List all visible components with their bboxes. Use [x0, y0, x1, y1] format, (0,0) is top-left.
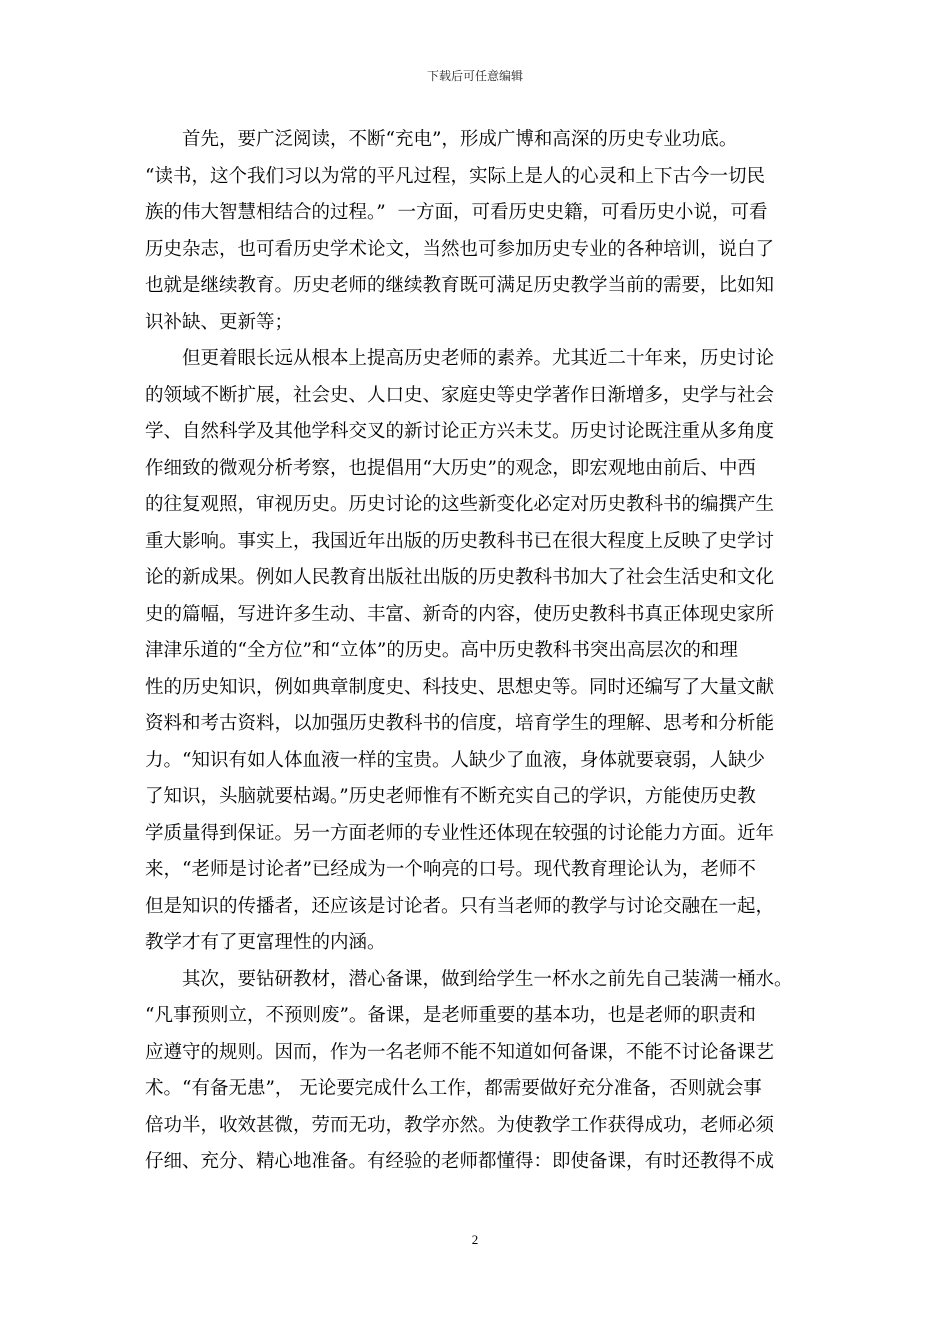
text-line: 的领域不断扩展，社会史、人口史、家庭史等史学著作日渐增多，史学与社会: [145, 384, 775, 406]
text-line: 首先，要广泛阅读，不断“充电”，形成广博和高深的历史专业功底。: [145, 129, 738, 150]
text-line: 但是知识的传播者，还应该是讨论者。只有当老师的教学与讨论交融在一起，: [145, 895, 775, 917]
text-line: 学质量得到保证。另一方面老师的专业性还体现在较强的讨论能力方面。近年: [145, 822, 775, 844]
text-line: “读书，这个我们习以为常的平凡过程，实际上是人的心灵和上下古今一切民: [145, 165, 765, 187]
page-header: 下载后可任意编辑: [426, 69, 523, 83]
text-line: 识补缺、更新等；: [145, 311, 294, 333]
text-line: 历史杂志，也可看历史学术论文，当然也可参加历史专业的各种培训，说白了: [145, 238, 775, 260]
text-line: 性的历史知识，例如典章制度史、科技史、思想史等。同时还编写了大量文献: [145, 676, 775, 698]
text-line: 论的新成果。例如人民教育出版社出版的历史教科书加大了社会生活史和文化: [145, 567, 775, 588]
paragraph: [145, 122, 810, 341]
paragraph: [145, 962, 810, 1181]
text-line: 来，“老师是讨论者”已经成为一个响亮的口号。现代教育理论认为，老师不: [145, 859, 756, 880]
text-line: 术。“有备无患”， 无论要完成什么工作，都需要做好充分准备，否则就会事: [145, 1078, 762, 1099]
text-line: 作细致的微观分析考察，也提倡用“大历史”的观念，即宏观地由前后、中西: [145, 457, 756, 479]
text-line: 族的伟大智慧相结合的过程。” 一方面，可看历史史籍，可看历史小说，可看: [145, 202, 768, 223]
text-line: 重大影响。事实上，我国近年出版的历史教科书已在很大程度上反映了史学讨: [145, 530, 775, 552]
text-line: “凡事预则立，不预则废”。备课，是老师重要的基本功，也是老师的职责和: [145, 1005, 756, 1026]
text-line: 了知识，头脑就要枯竭。”历史老师惟有不断充实自己的学识，方能使历史教: [145, 786, 756, 807]
page-number: 2: [471, 1232, 479, 1247]
text-line: 资料和考古资料，以加强历史教科书的信度，培育学生的理解、思考和分析能: [145, 713, 775, 734]
text-line: 但更着眼长远从根本上提高历史老师的素养。尤其近二十年来，历史讨论: [145, 348, 775, 369]
text-line: 仔细、充分、精心地准备。有经验的老师都懂得：即使备课，有时还教得不成: [145, 1151, 775, 1172]
text-line: 力。“知识有如人体血液一样的宝贵。人缺少了血液，身体就要衰弱，人缺少: [145, 749, 765, 771]
text-line: 教学才有了更富理性的内涵。: [145, 932, 386, 953]
text-line: 也就是继续教育。历史老师的继续教育既可满足历史教学当前的需要，比如知: [145, 275, 775, 296]
text-line: 史的篇幅，写进许多生动、丰富、新奇的内容，使历史教科书真正体现史家所: [145, 603, 775, 625]
document-body: [145, 122, 810, 1181]
text-line: 其次，要钻研教材，潜心备课，做到给学生一杯水之前先自己装满一桶水。: [145, 968, 793, 990]
text-line: 的往复观照，审视历史。历史讨论的这些新变化必定对历史教科书的编撰产生: [145, 494, 775, 515]
text-line: 学、自然科学及其他学科交叉的新讨论正方兴未艾。历史讨论既注重从多角度: [145, 421, 775, 442]
text-line: 应遵守的规则。因而，作为一名老师不能不知道如何备课，不能不讨论备课艺: [145, 1041, 775, 1063]
text-line: 津津乐道的“全方位”和“立体”的历史。高中历史教科书突出高层次的和理: [145, 640, 738, 661]
paragraph: [145, 341, 810, 962]
text-line: 倍功半，收效甚微，劳而无功，教学亦然。为使教学工作获得成功，老师必须: [145, 1114, 775, 1136]
